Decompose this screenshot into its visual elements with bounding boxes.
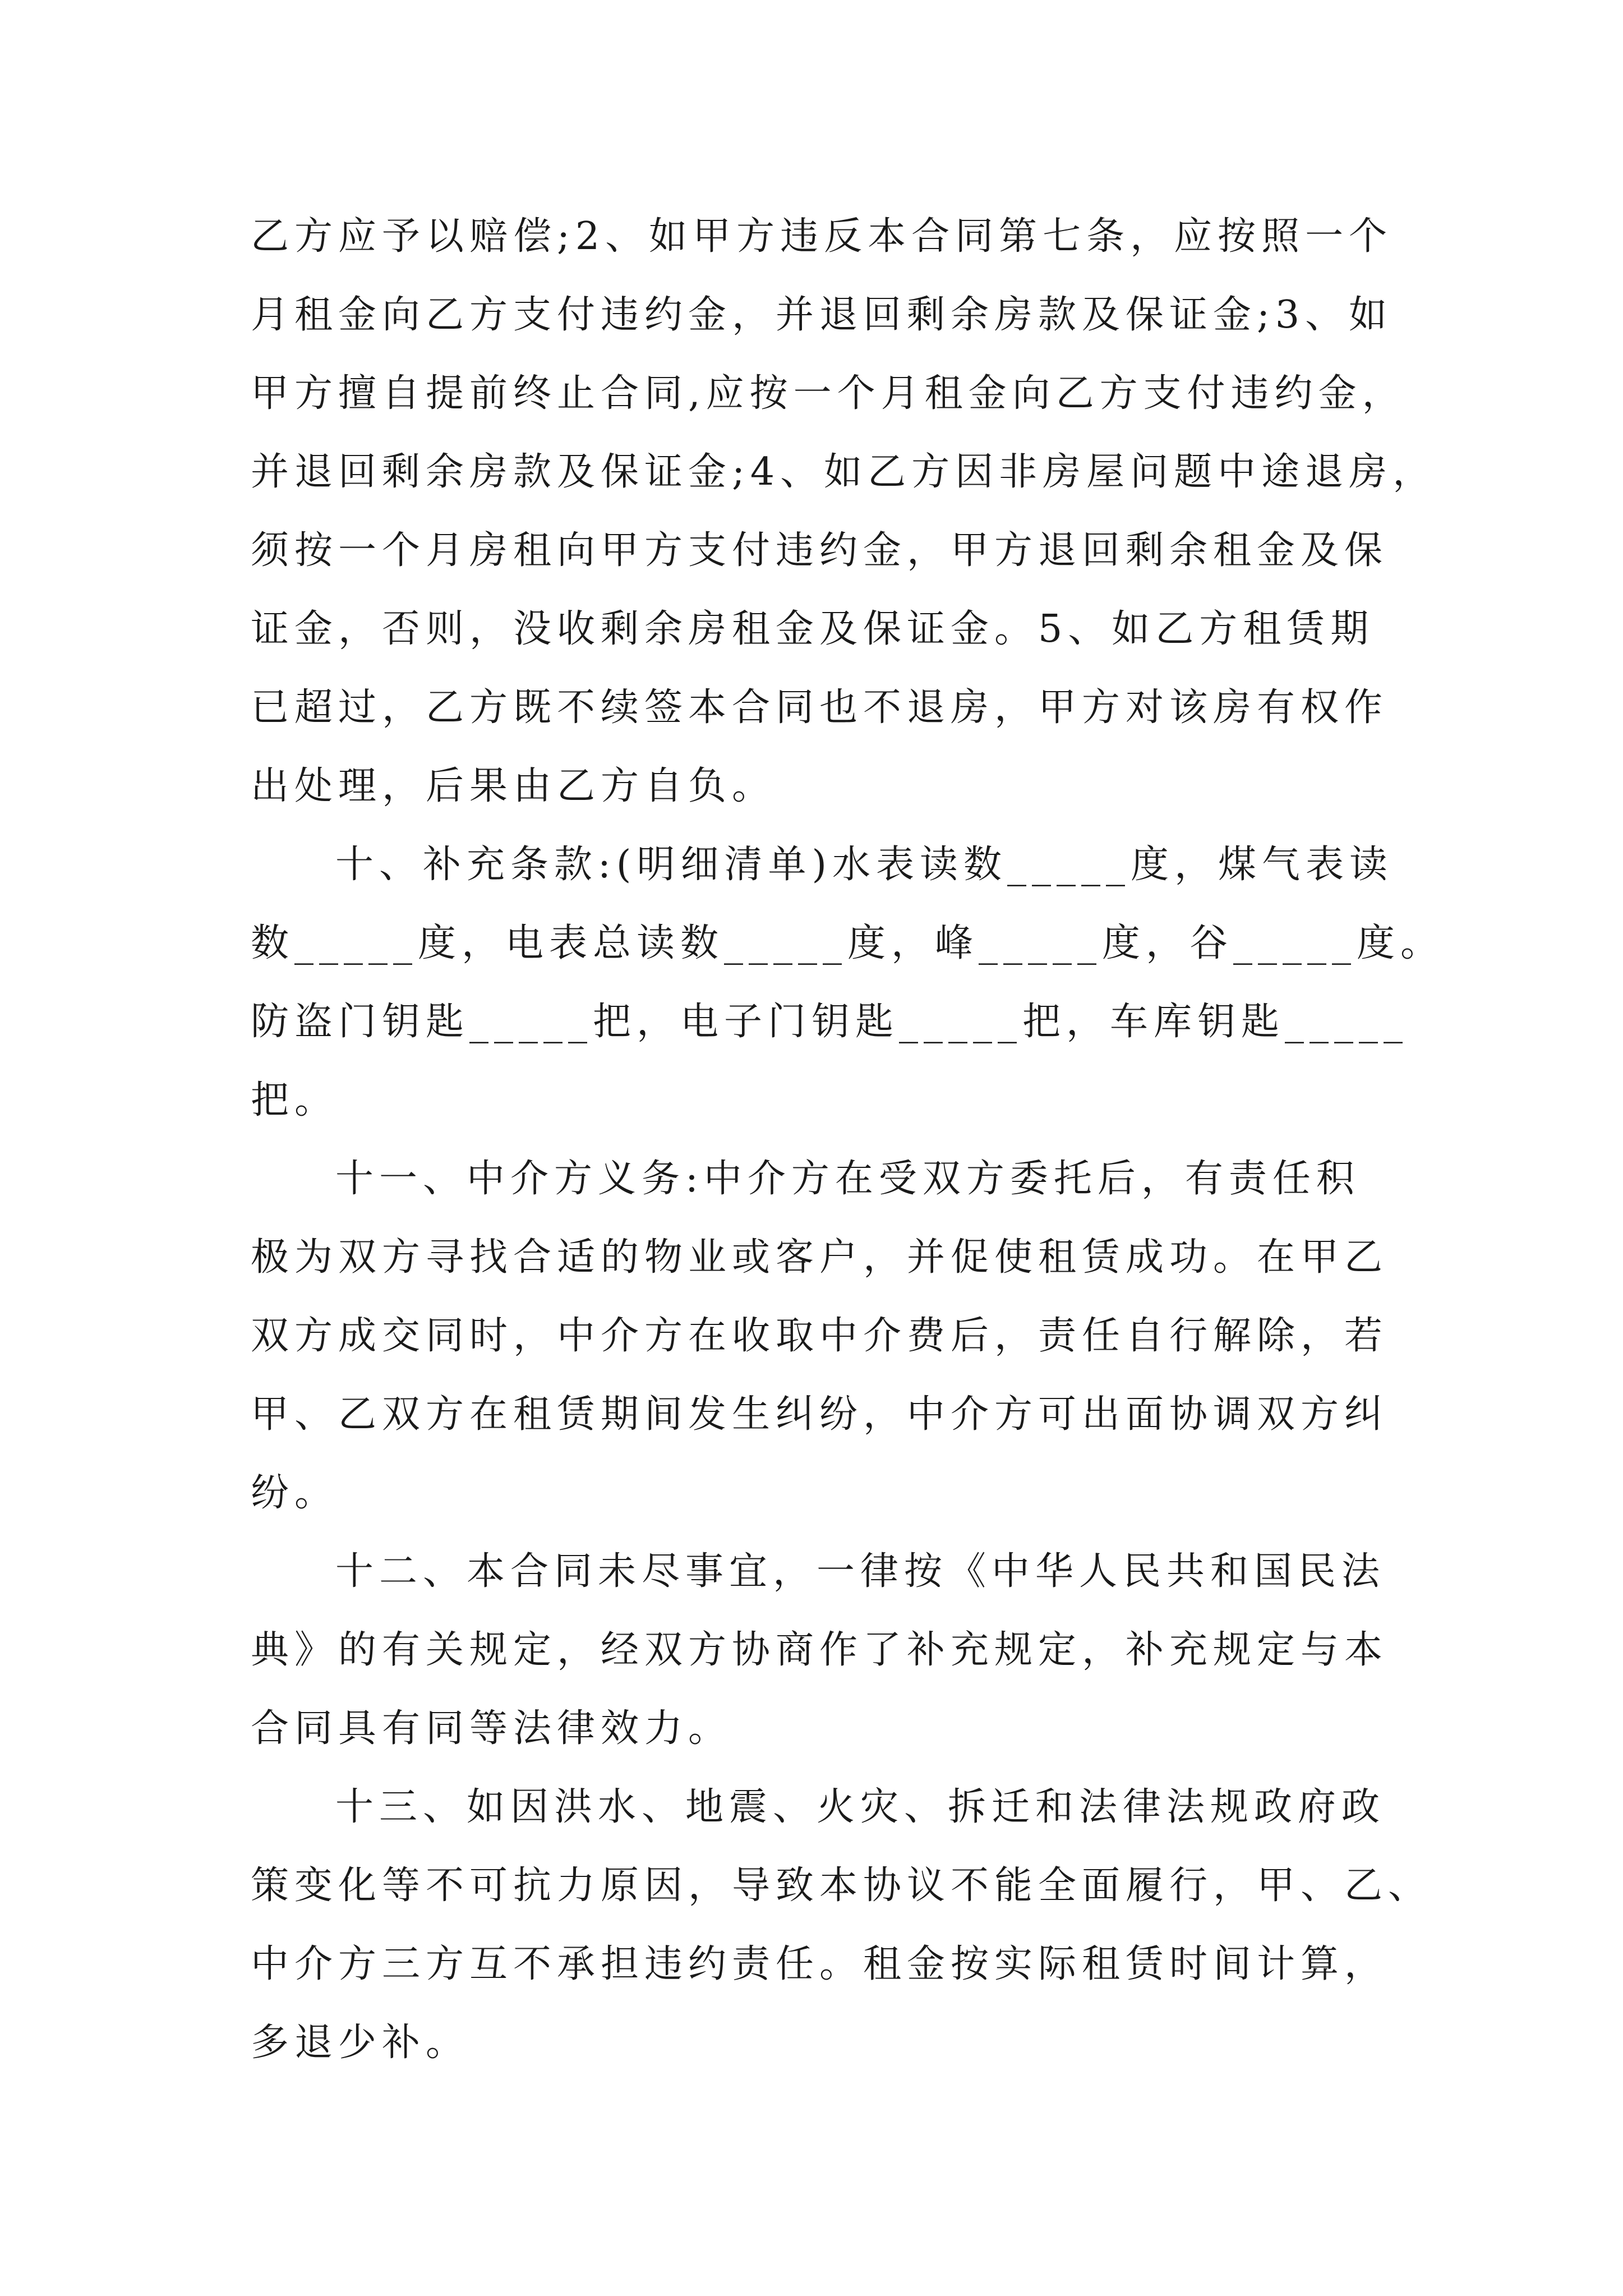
text-line: 乙方应予以赔偿;2、如甲方违反本合同第七条，应按照一个	[251, 214, 1393, 259]
text-line: 把。	[251, 1078, 339, 1122]
text-line: 出处理，后果由乙方自负。	[251, 764, 776, 808]
text-line: 数_____度，电表总读数_____度，峰_____度，谷_____度。	[251, 921, 1445, 965]
text-line: 双方成交同时，中介方在收取中介费后，责任自行解除，若	[251, 1314, 1389, 1358]
text-line: 并退回剩余房款及保证金;4、如乙方因非房屋问题中途退房，	[251, 450, 1437, 494]
text-line: 防盗门钥匙_____把，电子门钥匙_____把，车库钥匙_____	[251, 1000, 1409, 1044]
text-line: 甲、乙双方在租赁期间发生纠纷，中介方可出面协调双方纠	[251, 1392, 1389, 1437]
paragraph-10-line: 十、补充条款:(明细清单)水表读数_____度，煤气表读	[335, 843, 1393, 887]
paragraph-13-line: 十三、如因洪水、地震、火灾、拆迁和法律法规政府政	[335, 1785, 1386, 1829]
paragraph-12-line: 十二、本合同未尽事宜，一律按《中华人民共和国民法	[335, 1549, 1386, 1594]
text-line: 甲方擅自提前终止合同,应按一个月租金向乙方支付违约金，	[251, 371, 1406, 416]
text-line: 典》的有关规定，经双方协商作了补充规定，补充规定与本	[251, 1628, 1389, 1672]
text-line: 中介方三方互不承担违约责任。租金按实际租赁时间计算，	[251, 1942, 1389, 1986]
text-line: 纷。	[251, 1471, 339, 1515]
text-line: 极为双方寻找合适的物业或客户，并促使租赁成功。在甲乙	[251, 1235, 1389, 1280]
text-line: 合同具有同等法律效力。	[251, 1706, 732, 1751]
text-line: 已超过，乙方既不续签本合同也不退房，甲方对该房有权作	[251, 685, 1389, 730]
paragraph-11-line: 十一、中介方义务:中介方在受双方委托后，有责任积	[335, 1157, 1360, 1201]
text-line: 须按一个月房租向甲方支付违约金，甲方退回剩余租金及保	[251, 528, 1389, 573]
text-line: 策变化等不可抗力原因，导致本协议不能全面履行，甲、乙、	[251, 1864, 1432, 1908]
text-line: 月租金向乙方支付违约金，并退回剩余房款及保证金;3、如	[251, 293, 1393, 337]
text-line: 多退少补。	[251, 2021, 470, 2065]
text-line: 证金，否则，没收剩余房租金及保证金。5、如乙方租赁期	[251, 607, 1375, 651]
